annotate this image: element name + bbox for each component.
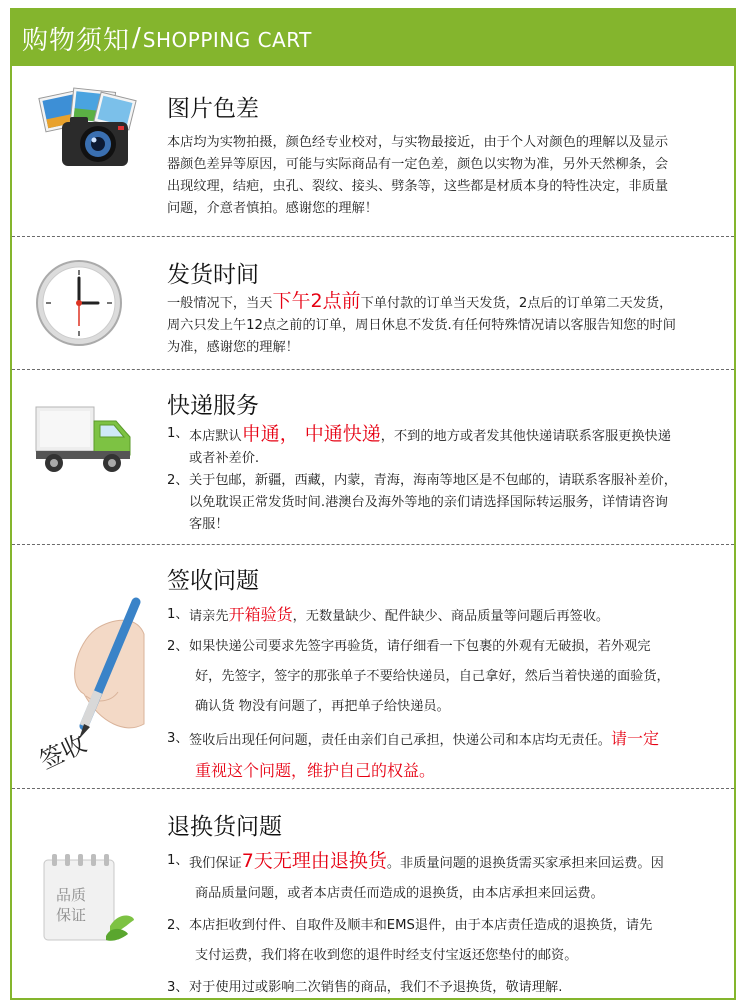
body-line: 器颜色差异等原因，可能与实际商品有一定色差，颜色以实物为准，另外天然柳条，会: [167, 157, 669, 172]
body-line: 客服！: [189, 517, 229, 532]
section-returns: [12, 788, 734, 1000]
list-item: [167, 724, 719, 786]
body-line: 支付运费，我们将在收到您的退件时经支付宝返还您垫付的邮资。: [195, 948, 578, 963]
list-item: [167, 600, 719, 632]
list-number: 1、: [167, 853, 189, 868]
section-color-difference: [12, 66, 734, 237]
svg-text:保证: 保证: [56, 906, 87, 924]
body-line: 好，先签字，签字的那张单子不要给快递员，自己拿好，然后当着快递的面验货，: [195, 669, 670, 684]
list-number: 1、: [167, 426, 189, 441]
section-body: [167, 290, 719, 359]
list-item: [167, 846, 719, 909]
header-slash: /: [132, 23, 141, 53]
section-body: [167, 600, 719, 786]
list-item: [167, 973, 719, 1003]
camera-photos-icon: [32, 86, 142, 180]
highlight-text: 开箱验货: [228, 605, 293, 624]
body-line: 为准，感谢您的理解！: [167, 340, 299, 355]
section-express-service: [12, 369, 734, 545]
list-number: 3、: [167, 980, 189, 995]
clock-icon: [34, 258, 124, 352]
text-segment: 签收后出现任何问题，责任由亲们自己承担，快递公司和本店均无责任。: [189, 733, 611, 748]
section-sign-receipt: [12, 544, 734, 789]
quality-guarantee-notepad-icon: [36, 850, 136, 954]
section-body: [167, 132, 719, 220]
body-line: 或者补差价.: [189, 451, 260, 466]
panel-header: [12, 10, 734, 66]
body-line: 对于使用过或影响二次销售的商品，我们不予退换货，敬请理解.: [189, 980, 563, 995]
body-line: [167, 290, 719, 315]
section-body: [167, 423, 719, 536]
section-title: 图片色差: [167, 96, 259, 122]
text-segment: 下单付款的订单当天发货，2点后的订单第二天发货，: [360, 296, 673, 311]
body-line: 确认货 物没有问题了，再把单子给快递员。: [195, 699, 450, 714]
list-number: 1、: [167, 607, 189, 622]
list-number: 2、: [167, 918, 189, 933]
body-line: 关于包邮，新疆，西藏，内蒙，青海，海南等地区是不包邮的，请联系客服补差价，: [189, 473, 677, 488]
text-segment: ，不到的地方或者发其他快递请联系客服更换快递: [380, 429, 671, 444]
section-title: 快递服务: [167, 393, 259, 419]
svg-text:签收: 签收: [35, 729, 91, 774]
section-title: 发货时间: [167, 262, 259, 288]
body-line: 本店拒收到付件、自取件及顺丰和EMS退件，由于本店责任造成的退换货，请先: [189, 918, 653, 933]
header-title-en: SHOPPING CART: [142, 28, 312, 52]
list-item: [167, 911, 719, 971]
body-line: 商品质量问题，或者本店责任而造成的退换货，由本店承担来回运费。: [195, 886, 604, 901]
text-segment: 。非质量问题的退换货需买家承担来回运费。因: [386, 856, 664, 871]
body-line: 出现纹理，结疤，虫孔、裂纹、接头、劈条等，这些都是材质本身的特性决定，非质量: [167, 179, 669, 194]
text-segment: 请亲先: [189, 609, 229, 624]
list-item: [167, 423, 719, 470]
highlight-text: 申通， 中通快递: [241, 423, 381, 445]
text-segment: 我们保证: [189, 856, 242, 871]
section-title: 签收问题: [167, 568, 259, 594]
highlight-text: 重视这个问题，维护自己的权益。: [195, 761, 436, 780]
list-item: [167, 632, 719, 722]
list-number: 2、: [167, 473, 189, 488]
body-line: 如果快递公司要求先签字再验货，请仔细看一下包裹的外观有无破损，若外观完: [189, 639, 651, 654]
hand-pen-signing-icon: [26, 574, 146, 778]
header-title-cn: 购物须知: [22, 25, 131, 56]
delivery-truck-icon: [34, 401, 134, 485]
text-segment: 本店默认: [189, 429, 242, 444]
body-line: 以免耽误正常发货时间.港澳台及海外等地的亲们请选择国际转运服务，详情请咨询: [189, 495, 668, 510]
list-number: 2、: [167, 639, 189, 654]
svg-text:品质: 品质: [56, 886, 87, 904]
body-line: 周六只发上午12点之前的订单，周日休息不发货.有任何特殊情况请以客服告知您的时间: [167, 318, 676, 333]
text-segment: 一般情况下，当天: [167, 296, 273, 311]
highlight-text: 下午2点前: [272, 290, 361, 312]
shopping-notice-panel: [10, 8, 736, 1000]
section-title: 退换货问题: [167, 814, 282, 840]
highlight-text: 7天无理由退换货: [241, 850, 387, 872]
section-shipping-time: [12, 236, 734, 370]
list-item: [167, 470, 719, 536]
body-line: 本店均为实物拍摄，颜色经专业校对，与实物最接近，由于个人对颜色的理解以及显示: [167, 135, 669, 150]
list-number: 3、: [167, 731, 189, 746]
highlight-text: 请一定: [611, 729, 660, 748]
body-line: 问题，介意者慎拍。感谢您的理解！: [167, 201, 378, 216]
section-body: [167, 846, 719, 1003]
text-segment: ，无数量缺少、配件缺少、商品质量等问题后再签收。: [292, 609, 610, 624]
